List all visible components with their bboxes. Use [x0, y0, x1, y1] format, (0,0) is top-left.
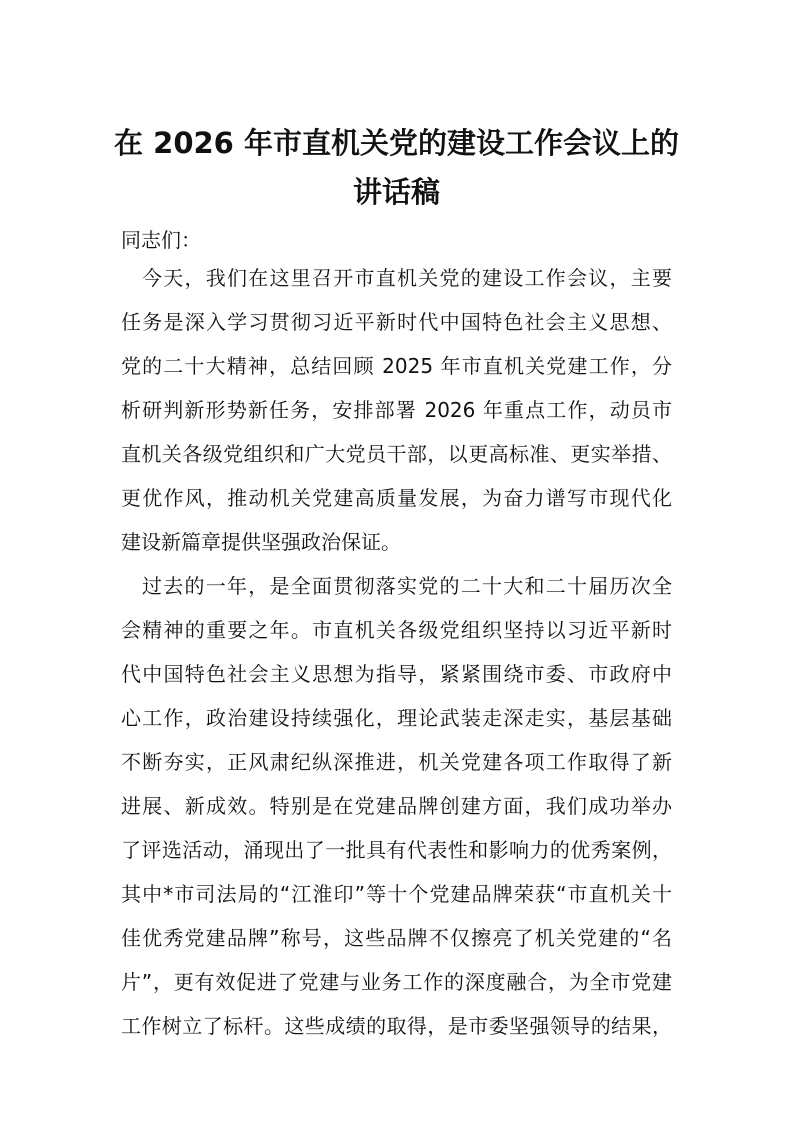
body-line: 党的二十大精神，总结回顾 2025 年市直机关党建工作，分 — [121, 354, 672, 378]
body-line: 今天，我们在这里召开市直机关党的建设工作会议，主要 — [142, 266, 672, 290]
body-line: 会精神的重要之年。市直机关各级党组织坚持以习近平新时 — [121, 618, 672, 642]
body-line: 其中*市司法局的“江淮印”等十个党建品牌荣获“市直机关十 — [121, 882, 672, 906]
body-line: 析研判新形势新任务，安排部署 2026 年重点工作，动员市 — [121, 398, 672, 422]
body-line: 佳优秀党建品牌”称号，这些品牌不仅擦亮了机关党建的“名 — [121, 926, 672, 950]
body-line: 片”，更有效促进了党建与业务工作的深度融合，为全市党建 — [121, 970, 672, 994]
body-line: 代中国特色社会主义思想为指导，紧紧围绕市委、市政府中 — [121, 662, 672, 686]
body-line: 心工作，政治建设持续强化，理论武装走深走实，基层基础 — [121, 706, 672, 730]
body-line: 不断夯实，正风肃纪纵深推进，机关党建各项工作取得了新 — [121, 750, 672, 774]
body-line: 进展、新成效。特别是在党建品牌创建方面，我们成功举办 — [121, 794, 672, 818]
body-line: 了评选活动，涌现出了一批具有代表性和影响力的优秀案例， — [121, 838, 672, 862]
body-line: 任务是深入学习贯彻习近平新时代中国特色社会主义思想、 — [121, 310, 672, 334]
body-line: 更优作风，推动机关党建高质量发展，为奋力谱写市现代化 — [121, 486, 672, 510]
salutation: 同志们： — [121, 228, 201, 252]
title-line-1: 在 2026 年市直机关党的建设工作会议上的 — [114, 126, 679, 160]
body-line: 工作树立了标杆。这些成绩的取得，是市委坚强领导的结果， — [121, 1014, 672, 1038]
body-line: 直机关各级党组织和广大党员干部，以更高标准、更实举措、 — [121, 442, 672, 466]
body-line: 过去的一年，是全面贯彻落实党的二十大和二十届历次全 — [142, 574, 672, 598]
body-line: 建设新篇章提供坚强政治保证。 — [121, 530, 401, 554]
title-line-2: 讲话稿 — [352, 175, 440, 209]
